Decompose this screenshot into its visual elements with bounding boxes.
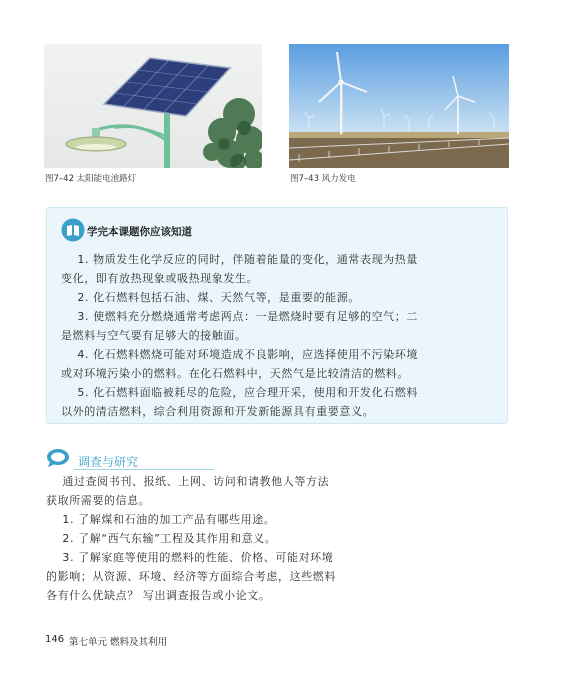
summary-paragraph-2: 2. 化石燃料包括石油、煤、天然气等，是重要的能源。 xyxy=(61,291,360,304)
research-line: 的影响；从资源、环境、经济等方面综合考虑，这些燃料 xyxy=(46,570,336,583)
research-line: 获取所需要的信息。 xyxy=(46,494,151,507)
speech-bubble-icon xyxy=(46,448,72,468)
page-number: 146 xyxy=(45,634,65,645)
figure-caption: 图7–42 太阳能电池路灯 xyxy=(45,174,137,184)
research-line: 1. 了解煤和石油的加工产品有哪些用途。 xyxy=(46,513,276,526)
summary-paragraph-4: 4. 化石燃料燃烧可能对环境造成不良影响，应选择使用不污染环境 或对环境污染小的燃料。在化石燃料中，天然气是比较清洁的燃料。 xyxy=(61,348,418,380)
book-icon xyxy=(61,218,85,242)
unit-title: 第七单元 燃料及其利用 xyxy=(69,637,168,648)
summary-box xyxy=(46,207,508,424)
research-title: 调查与研究 xyxy=(78,455,139,469)
research-line: 2. 了解“西气东输”工程及其作用和意义。 xyxy=(46,532,277,545)
summary-title: 学完本课题你应该知道 xyxy=(87,226,192,238)
research-line: 各有什么优缺点？ 写出调查报告或小论文。 xyxy=(46,589,271,602)
summary-paragraph-1: 1. 物质发生化学反应的同时，伴随着能量的变化，通常表现为热量 变化，即有放热现象或吸热现象发生。 xyxy=(61,253,418,285)
figure-caption: 图7–43 风力发电 xyxy=(290,174,356,184)
research-divider xyxy=(74,469,214,470)
research-line: 通过查阅书刊、报纸、上网、访问和请教他人等方法 xyxy=(46,475,330,488)
solar-street-lamp-photo xyxy=(44,44,262,168)
wind-turbines-photo xyxy=(289,44,509,168)
research-line: 3. 了解家庭等使用的燃料的性能、价格、可能对环境 xyxy=(46,551,334,564)
summary-paragraph-5: 5. 化石燃料面临被耗尽的危险，应合理开采，使用和开发化石燃料 以外的清洁燃料，综合利用资源和开发新能源具有重要意义。 xyxy=(61,386,418,418)
summary-paragraph-3: 3. 使燃料充分燃烧通常考虑两点：一是燃烧时要有足够的空气；二 是燃料与空气要有足够大的接触面。 xyxy=(61,310,418,342)
research-body xyxy=(46,472,336,605)
